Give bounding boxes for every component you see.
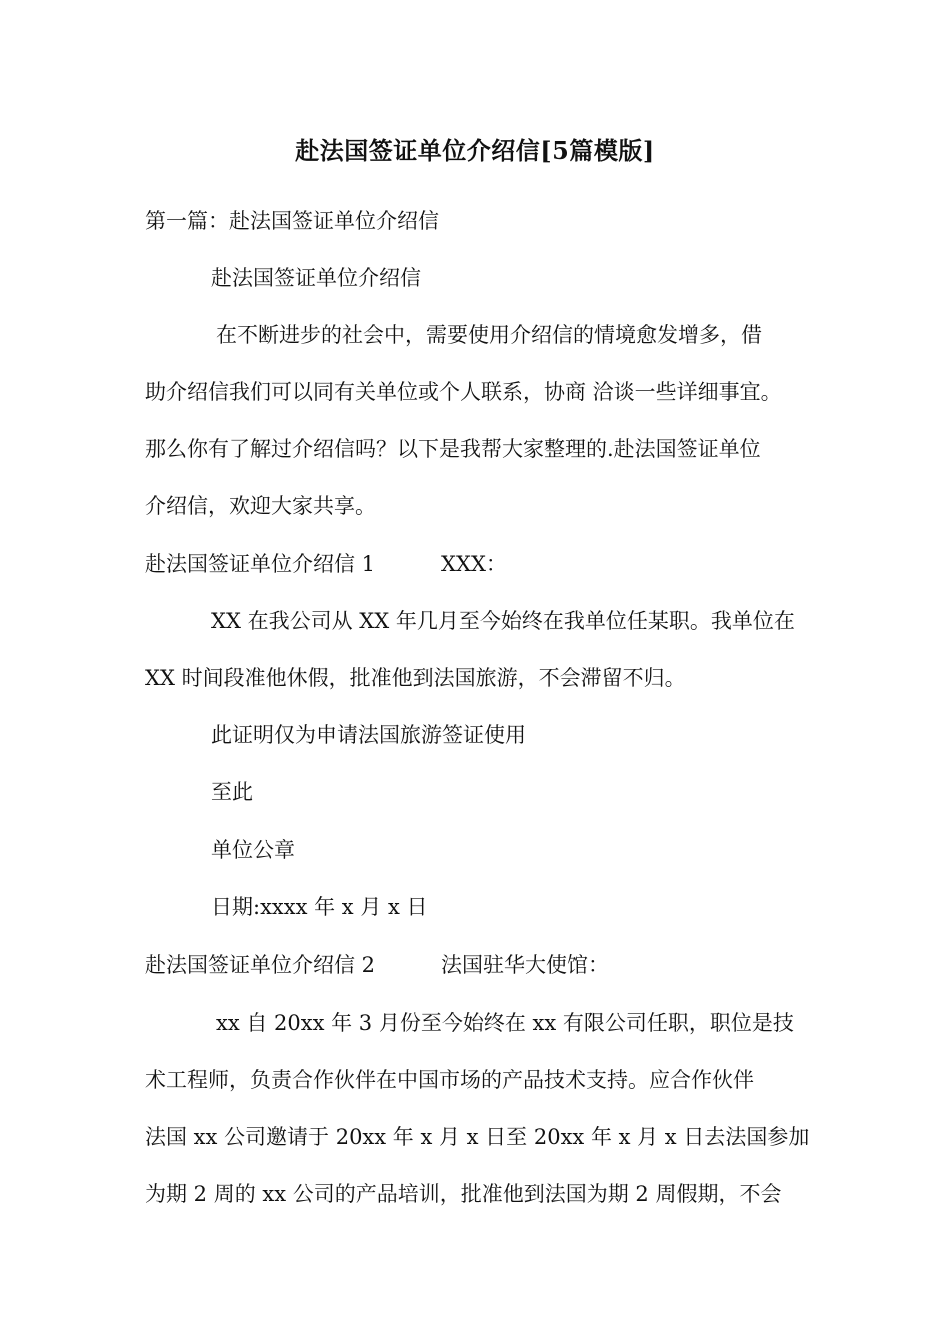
letter2-body-line: 为期 2 周的 xx 公司的产品培训，批准他到法国为期 2 周假期，不会: [145, 1182, 782, 1206]
letter1-date: 日期:xxxx 年 x 月 x 日: [211, 895, 428, 919]
letter2-body-line: 法国 xx 公司邀请于 20xx 年 x 月 x 日至 20xx 年 x 月 x 日去法国参加: [145, 1125, 810, 1149]
letter1-heading-row: [145, 549, 507, 579]
letter1-body-line: XX 时间段准他休假，批准他到法国旅游，不会滞留不归。: [145, 666, 686, 690]
intro-paragraph-line: 介绍信，欢迎大家共享。: [145, 494, 376, 518]
letter2-recipient: 法国驻华大使馆：: [441, 953, 610, 977]
intro-paragraph-line: 在不断进步的社会中，需要使用介绍信的情境愈发增多，借: [216, 323, 762, 347]
letter2-body-line: 术工程师，负责合作伙伴在中国市场的产品技术支持。应合作伙伴: [145, 1068, 754, 1092]
letter1-closing: 至此: [211, 780, 253, 804]
document-title: 赴法国签证单位介绍信[5篇模版]: [295, 136, 655, 165]
section1-subtitle: 赴法国签证单位介绍信: [211, 266, 421, 290]
letter2-body-line: xx 自 20xx 年 3 月份至今始终在 xx 有限公司任职，职位是技: [216, 1011, 794, 1035]
intro-paragraph-line: 助介绍信我们可以同有关单位或个人联系，协商 洽谈一些详细事宜。: [145, 380, 782, 404]
letter1-body-line: XX 在我公司从 XX 年几月至今始终在我单位任某职。我单位在: [211, 609, 795, 633]
section1-heading: 第一篇：赴法国签证单位介绍信: [145, 209, 439, 233]
letter2-heading: 赴法国签证单位介绍信 2: [145, 953, 376, 977]
intro-paragraph-line: 那么你有了解过介绍信吗？以下是我帮大家整理的.赴法国签证单位: [145, 437, 761, 461]
letter1-purpose: 此证明仅为申请法国旅游签证使用: [211, 723, 526, 747]
letter1-heading: 赴法国签证单位介绍信 1: [145, 552, 376, 576]
letter1-seal: 单位公章: [211, 838, 295, 862]
letter1-recipient: XXX：: [441, 552, 507, 576]
letter2-heading-row: [145, 950, 609, 980]
